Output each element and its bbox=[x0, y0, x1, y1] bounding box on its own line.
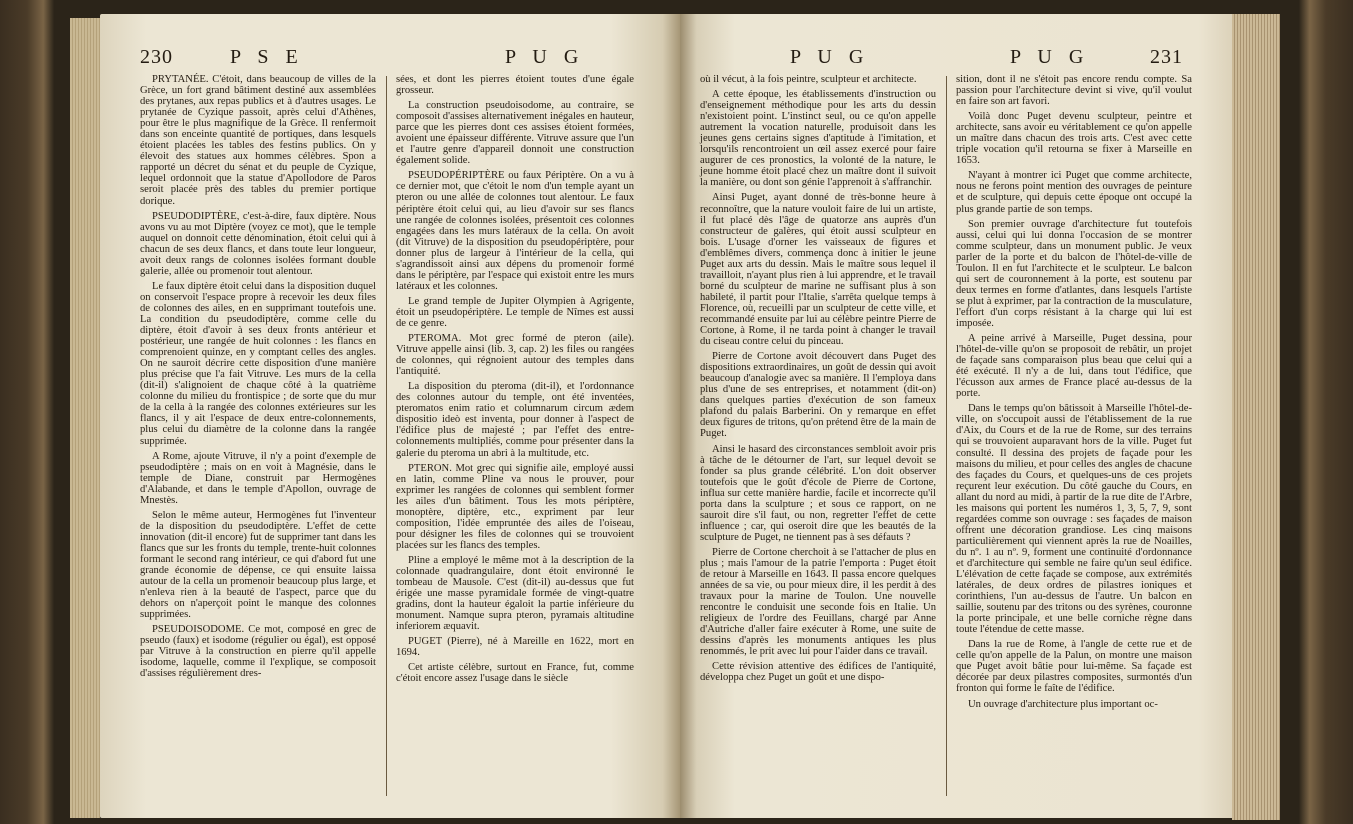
paragraph: PTERON. Mot grec qui signifie aile, employé aussi en latin, comme Pline va nous le prouver, pour exprimer les rangées de colonnes qui semblent former les ailes d'un bâtiment. Tous les mots périptère, monoptère, diptère, etc., expriment par leur composition, l'idée empruntée des ailes de l'oiseau, pour désigner les files de colonnes qui se trouvoient placées sur les flancs des temples. bbox=[396, 462, 634, 551]
left-head-word-2: P U G bbox=[505, 46, 585, 68]
paragraph: A peine arrivé à Marseille, Puget dessina, pour l'hôtel-de-ville qu'on se proposoit de rebâtir, un projet de façade sans comparaison plus beau que celui qui a été exécuté. Il n'y a de lui, dans tout l'édifice, que l'écusson aux armes de France placé au-dessus de la porte. bbox=[956, 333, 1192, 400]
left-column-2 bbox=[396, 74, 634, 688]
paragraph: Pierre de Cortone cherchoit à se l'attacher de plus en plus ; mais l'amour de la patrie l'emporta : Puget étoit de retour à Marseille en 1643. Il passa encore quelques années de sa vie, ou pour mieux dire, il les perdit à des travaux pour la marine de Toulon. Une nouvelle rencontre le conduisit une seconde fois en Italie. Un religieux de l'ordre des Feuillans, chargé par Anne d'Autriche d'aller faire exécuter à Rome, une suite de dessins d'après les monuments antiques les plus renommés, le prit avec lui pour l'aider dans ce travail. bbox=[700, 546, 936, 658]
left-page bbox=[100, 14, 680, 818]
paragraph: Pierre de Cortone avoit découvert dans Puget des dispositions extraordinaires, un goût de dessin qui avoit beaucoup d'analogie avec sa manière. Il l'employa dans plus d'une de ses entreprises, et notamment (dit-on) dans quelques parties d'exécution de son fameux plafond du palais Barberini. On y remarque en effet deux figures de tritons, qu'on prétend être de la main de Puget. bbox=[700, 351, 936, 440]
left-running-head bbox=[100, 46, 680, 72]
right-running-head bbox=[680, 46, 1232, 72]
paragraph: La construction pseudoisodome, au contraire, se composoit d'assises alternativement inégales en hauteur, parce que les pierres dont ces assises étoient formées, avoient une épaisseur différente. Vitruve assure que l'un et l'autre genre d'appareil donnoit une construction également solide. bbox=[396, 100, 635, 167]
right-page-edges bbox=[1232, 14, 1280, 820]
paragraph: PSEUDOISODOME. Ce mot, composé en grec de pseudo (faux) et isodome (régulier ou égal), est opposé par Vitruve à la construction en pierre qu'il appelle isodome, laquelle, comme il l'explique, se composoit d'assises régulièrement dres- bbox=[140, 624, 376, 680]
paragraph: Son premier ouvrage d'architecture fut toutefois aussi, celui qui lui donna l'occasion de se montrer comme sculpteur, dans un monument public. Je veux parler de la porte et du balcon de l'hôtel-de-ville de Toulon. Il en fut l'architecte et le sculpteur. Le balcon qui sert de couronnement à la porte, est soutenu par deux termes en forme d'atlantes, dans lesquels l'artiste se plut à exprimer, par la contraction de la musculature, l'effort d'un corps résistant à la charge qui lui est imposée. bbox=[956, 218, 1192, 329]
paragraph: N'ayant à montrer ici Puget que comme architecte, nous ne ferons point mention des ouvrages de peinture et de sculpture, qui depuis cette époque ont occupé la plus grande partie de son temps. bbox=[956, 170, 1192, 215]
paragraph: La disposition du pteroma (dit-il), et l'ordonnance des colonnes autour du temple, ont été inventées, pteromatos enim ratio et columnarum circum ædem dispositio ideò est inventa, pour donner à l'aspect de l'édifice plus de majesté ; par l'effet des entre-colonnements multipliés, comme pour présenter dans la galerie du pteroma un abri à la multitude, etc. bbox=[396, 381, 634, 459]
paragraph: PTEROMA. Mot grec formé de pteron (aile). Vitruve appelle ainsi (lib. 3, cap. 2) les files ou rangées de colonnes, qui régnoient autour des temples dans l'antiquité. bbox=[396, 333, 634, 378]
paragraph: Cet artiste célèbre, surtout en France, fut, comme c'étoit encore assez l'usage dans le siècle bbox=[396, 662, 634, 685]
paragraph: A Rome, ajoute Vitruve, il n'y a point d'exemple de pseudodiptère ; mais on en voit à Magnésie, dans le temple de Diane, construit par Hermogènes d'Alabande, et dans le temple d'Apollon, ouvrage de Mnestès. bbox=[140, 450, 376, 506]
paragraph: sition, dont il ne s'étoit pas encore rendu compte. Sa passion pour l'architecture devint si vive, qu'il voulut en faire son art favori. bbox=[956, 74, 1192, 108]
left-page-edges bbox=[70, 18, 100, 818]
paragraph: Ainsi le hasard des circonstances sembloit avoir pris à tâche de le détourner de l'art, sur lequel devoit se fonder sa plus grande célébrité. L'on doit observer toutefois que le goût d'école de Pierre de Cortone, influa sur cette manière hardie, facile et incorrecte qu'il porta dans la sculpture ; et sous ce rapport, on ne sauroit dire s'il faut, ou non, regretter l'effet de cette influence ; car, qui oseroit dire que les beautés de la sculpture de Puget, ne tiennent pas à ses défauts ? bbox=[700, 443, 936, 543]
paragraph: sées, et dont les pierres étoient toutes d'une égale grosseur. bbox=[396, 74, 634, 97]
paragraph: A cette époque, les établissements d'instruction ou d'enseignement méthodique pour les arts du dessin n'existoient point. L'instinct seul, ou ce qu'on appelle autrement la vocation naturelle, produisoit dans les jeunes gens certains signes d'aptitude à l'imitation, et lorsqu'ils rencontroient un œil assez exercé pour faire augurer de ces pronostics, la volonté de la nature, le jeune homme étoit placé chez un maître dont il suivoit la manière, ou dont son génie l'apprenoit à s'affranchir. bbox=[700, 89, 936, 189]
paragraph: Dans le temps qu'on bâtissoit à Marseille l'hôtel-de-ville, on s'occupoit aussi de l'établissement de la rue d'Aix, du Cours et de la rue de Rome, sur des terrains qui se trouvoient auparavant hors de la ville. Puget fut consulté. Il dessina des projets de façade pour les maisons du milieu, et pour celles des angles de chacune des façades du Cours, et quelques-uns de ces projets reçurent leur exécution. Du côté gauche du Cours, en allant du nord au midi, à partir de la rue dite de l'Arbre, les maisons qui portent les numéros 1, 3, 5, 7, 9, sont regardées comme son ouvrage : ses façades de maison offrent une décoration grandiose. Les cinq maisons particulièrement qui viennent après la rue de Noailles, du nº. 1 au nº. 9, forment une continuité d'ordonnance et d'architecture qui semble ne faire qu'un seul édifice. L'élévation de cette façade se compose, aux extrémités latérales, de deux ordres de pilastres ioniques et corinthiens, l'un au-dessus de l'autre. Un balcon en saillie, soutenu par des tritons ou des syrènes, couronne la porte principale, et une belle corniche règne dans toute l'étendue de cette masse. bbox=[956, 403, 1192, 636]
paragraph: Le grand temple de Jupiter Olympien à Agrigente, étoit un pseudopériptère. Le temple de Nîmes est aussi de ce genre. bbox=[396, 295, 634, 329]
column-rule bbox=[946, 76, 947, 796]
right-head-word-2: P U G bbox=[1010, 46, 1090, 68]
paragraph: PSEUDODIPTÈRE, c'est-à-dire, faux diptère. Nous avons vu au mot Diptère (voyez ce mot), que le temple auquel on donnoit cette dénomination, étoit celui qui à chacun de ses deux flancs, et dans toute leur longueur, avoit deux rangs de colonnes isolées formant double galerie, allée ou promenoir tout alentour. bbox=[140, 210, 376, 277]
right-head-word-1: P U G bbox=[790, 46, 870, 68]
paragraph: où il vécut, à la fois peintre, sculpteur et architecte. bbox=[700, 74, 917, 85]
paragraph: Ainsi Puget, ayant donné de très-bonne heure à reconnoître, que la nature vouloit faire de lui un artiste, il fut placé dès l'âge de quatorze ans auprès d'un constructeur de galères, qui étoit aussi sculpteur en bois. L'usage d'orner les vaisseaux de figures et d'emblêmes divers, commença donc à initier le jeune Puget aux arts du dessin. Mais le maître sous lequel il travailloit, n'ayant plus rien à lui apprendre, et le travail borné du sculpteur de marine ne suffisant plus à son habileté, il partit pour l'Italie, s'arrêta quelque temps à Florence, où, recueilli par un sculpteur de cette ville, et recommandé ensuite par lui au célèbre peintre Pierre de Cortone, à Rome, il ne tarda point à changer le travail du ciseau contre celui du pinceau. bbox=[700, 192, 936, 348]
paragraph: Dans la rue de Rome, à l'angle de cette rue et de celle qu'on appelle de la Palun, on montre une maison que Puget avoit bâtie pour lui-même. Sa façade est décorée par deux pilastres composites, surmontés d'un fronton qui forme le faîte de l'édifice. bbox=[956, 639, 1192, 695]
left-head-word-1: P S E bbox=[230, 46, 304, 68]
right-column-2 bbox=[956, 74, 1192, 714]
paragraph: Pline a employé le même mot à la description de la colonnade quadrangulaire, dont étoit environné le tombeau de Mausole. C'est (dit-il) au-dessus que fut érigée une masse pyramidale formée de vingt-quatre gradins, dont la hauteur égaloit la partie inférieure du monument. Namque supra pteron, pyramais altitudine inferiorem æquavit. bbox=[396, 554, 634, 633]
paragraph: Le faux diptère étoit celui dans la disposition duquel on conservoit l'espace propre à recevoir les deux files de colonnes des ailes, en en supprimant toutefois une. La condition du pseudodiptère, comme celle du diptère, étoit d'avoir à ses deux fronts antérieur et postérieur, une rangée de huit colonnes : les flancs en comprenoient quinze, en y comptant celles des angles. On ne sauroit décrire cette disposition d'une manière plus précise que l'a fait Vitruve. Les murs de la cella (dit-il) s'alignoient de chaque côté à la quatrième colonne du milieu du frontispice ; de sorte que du mur de la cella à la rangée des colonnes extérieures sur les flancs, il y ait l'espace de deux entre-colonnements, plus celui du diamètre de la colonne dans la rangée supprimée. bbox=[140, 280, 376, 447]
right-page bbox=[680, 14, 1232, 818]
paragraph: Selon le même auteur, Hermogènes fut l'inventeur de la disposition du pseudodiptère. L'effet de cette innovation (dit-il encore) fut de supprimer tant dans les flancs que sur les fronts du temple, trente-huit colonnes formant le second rang intérieur, ce qui d'abord fut une grande économie de dépense, ce qui ensuite laissa autour de la cella un promenoir beaucoup plus large, et n'enleva rien à la beauté de l'aspect, parce que du dehors on n'aperçoit point le manque des colonnes supprimées. bbox=[140, 509, 376, 621]
column-rule bbox=[386, 76, 387, 796]
left-page-number: 230 bbox=[140, 46, 173, 68]
paragraph: Cette révision attentive des édifices de l'antiquité, développa chez Puget un goût et une dispo- bbox=[700, 661, 936, 684]
paragraph: PUGET (Pierre), né à Mareille en 1622, mort en 1694. bbox=[396, 636, 634, 659]
paragraph: Un ouvrage d'architecture plus important oc- bbox=[968, 698, 1158, 710]
left-column-1 bbox=[140, 74, 376, 683]
paragraph: PSEUDOPÉRIPTÈRE ou faux Périptère. On a vu à ce dernier mot, que c'étoit le nom d'un temple ayant un pteron ou une allée de colonnes tout alentour. Le faux périptère étoit celui qui, au lieu d'avoir sur ses flancs une rangée de colonnes isolées, présentoit ces colonnes engagées dans les murs latéraux de la cella. On avoit (dit Vitruve) de la disposition du pseudopériptère, pour donner plus de largeur à l'intérieur de la cella, qui s'agrandissoit ainsi aux dépens du promenoir formé dans le périptère, par l'espace qui existoit entre les murs latéraux et les colonnes. bbox=[396, 170, 634, 292]
paragraph: Voilà donc Puget devenu sculpteur, peintre et architecte, sans avoir eu véritablement ce qu'on appelle un maître dans chacun des trois arts. C'est avec cette triple vocation qu'il retourna se fixer à Marseille en 1653. bbox=[956, 111, 1192, 167]
paragraph: PRYTANÉE. C'étoit, dans beaucoup de villes de la Grèce, un fort grand bâtiment destiné aux assemblées des prytanes, aux repas publics et à d'autres usages. Le prytanée de Cyzique passoit, après celui d'Athènes, pour être le plus magnifique de la Grèce. Il renfermoit dans son enceinte quantité de portiques, dans lesquels étoient placées les tables des festins publics. On y élevoit des statues aux hommes célèbres. Spon a rapporté un décret du sénat et du peuple de Cyzique, lequel ordonnoit que la statue d'Apollodore de Paros seroit placée près des tables du premier portique dorique. bbox=[140, 74, 376, 207]
right-page-number: 231 bbox=[1150, 46, 1183, 68]
right-column-1 bbox=[700, 74, 936, 687]
